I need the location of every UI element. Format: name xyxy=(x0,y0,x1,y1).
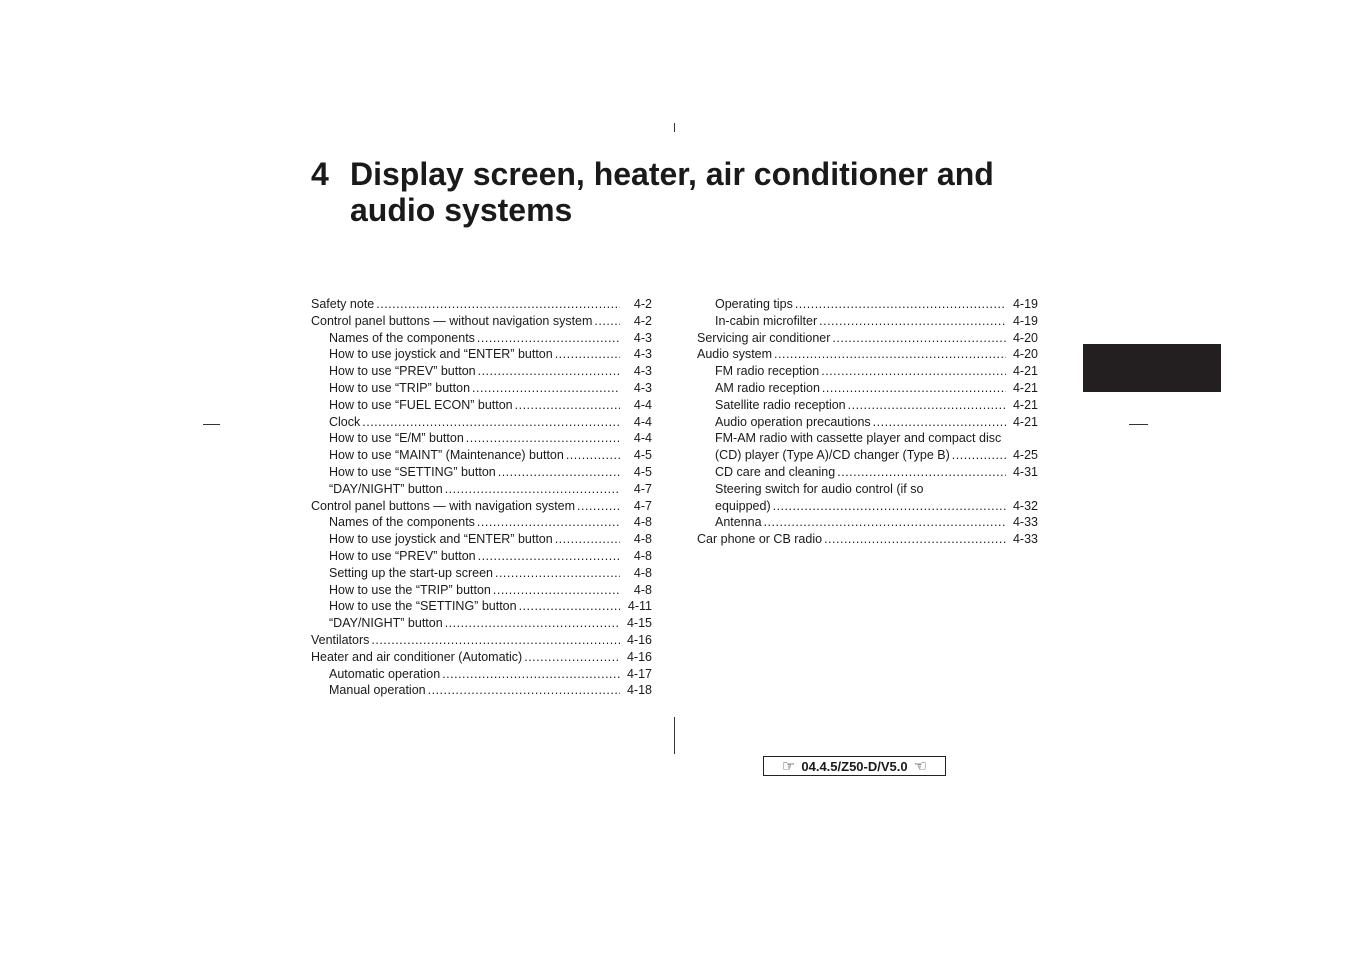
toc-entry-label: Ventilators xyxy=(311,632,370,647)
toc-leader-dots xyxy=(837,464,1006,481)
chapter-thumb-tab xyxy=(1083,344,1221,392)
toc-entry-label: How to use the “TRIP” button xyxy=(329,582,491,597)
toc-entry-page: 4-7 xyxy=(633,498,652,513)
toc-entry[interactable] xyxy=(311,632,652,649)
toc-entry[interactable] xyxy=(311,430,652,447)
toc-entry-label: FM radio reception xyxy=(715,364,820,379)
toc-entry-page: 4-8 xyxy=(633,548,652,563)
toc-leader-dots xyxy=(493,582,620,599)
toc-entry[interactable] xyxy=(697,346,1038,363)
toc-entry-label: Names of the components xyxy=(329,330,475,345)
toc-leader-dots xyxy=(428,682,620,699)
toc-entry-label: Car phone or CB radio xyxy=(697,532,823,547)
toc-leader-dots xyxy=(774,346,1006,363)
toc-entry-page: 4-11 xyxy=(627,599,652,614)
toc-entry-page: 4-19 xyxy=(1012,313,1038,328)
toc-entry-page: 4-33 xyxy=(1012,515,1038,530)
toc-entry[interactable] xyxy=(311,615,652,632)
toc-entry-page: 4-21 xyxy=(1012,380,1038,395)
toc-entry-label: Satellite radio reception xyxy=(715,397,846,412)
toc-entry-label: Heater and air conditioner (Automatic) xyxy=(311,649,523,664)
toc-entry[interactable] xyxy=(697,380,1038,397)
toc-leader-dots xyxy=(495,565,620,582)
crop-mark-right xyxy=(1129,424,1148,425)
toc-entry[interactable] xyxy=(311,414,652,431)
toc-leader-dots xyxy=(594,313,620,330)
toc-entry-label: Antenna xyxy=(715,515,762,530)
toc-leader-dots xyxy=(773,498,1006,515)
toc-entry[interactable] xyxy=(697,330,1038,347)
crop-mark-left xyxy=(203,424,220,425)
toc-leader-dots xyxy=(515,397,620,414)
toc-entry[interactable] xyxy=(311,682,652,699)
toc-entry[interactable] xyxy=(311,514,652,531)
toc-leader-dots xyxy=(848,397,1006,414)
toc-entry-page: 4-8 xyxy=(633,532,652,547)
toc-entry-page: 4-3 xyxy=(633,380,652,395)
toc-entry-page: 4-3 xyxy=(633,347,652,362)
toc-entry[interactable] xyxy=(311,397,652,414)
toc-entry-label: FM-AM radio with cassette player and compact disc xyxy=(715,431,1002,446)
toc-entry-label: (CD) player (Type A)/CD changer (Type B) xyxy=(715,448,950,463)
toc-entry-label: Names of the components xyxy=(329,515,475,530)
toc-entry[interactable] xyxy=(697,447,1038,464)
toc-leader-dots xyxy=(873,414,1006,431)
toc-leader-dots xyxy=(824,531,1006,548)
toc-entry-label: Servicing air conditioner xyxy=(697,330,831,345)
toc-entry[interactable] xyxy=(311,313,652,330)
toc-leader-dots xyxy=(952,447,1006,464)
toc-entry-page: 4-4 xyxy=(633,397,652,412)
toc-entry-page: 4-2 xyxy=(633,313,652,328)
toc-entry-label: How to use joystick and “ENTER” button xyxy=(329,532,553,547)
toc-entry[interactable] xyxy=(311,498,652,515)
toc-leader-dots xyxy=(478,548,620,565)
toc-entry-label: How to use “PREV” button xyxy=(329,548,476,563)
toc-entry-label: How to use “FUEL ECON” button xyxy=(329,397,513,412)
toc-leader-dots xyxy=(577,498,620,515)
toc-entry[interactable] xyxy=(311,481,652,498)
toc-leader-dots xyxy=(524,649,620,666)
crop-mark-bottom xyxy=(674,717,675,754)
toc-leader-dots xyxy=(371,632,620,649)
toc-entry[interactable] xyxy=(311,565,652,582)
toc-entry[interactable] xyxy=(697,514,1038,531)
toc-entry-label: How to use “SETTING” button xyxy=(329,464,496,479)
toc-leader-dots xyxy=(477,514,620,531)
toc-entry[interactable] xyxy=(697,430,1038,447)
toc-leader-dots xyxy=(376,296,620,313)
toc-leader-dots xyxy=(362,414,620,431)
toc-entry-page: 4-5 xyxy=(633,448,652,463)
toc-entry-page: 4-4 xyxy=(633,414,652,429)
toc-entry[interactable] xyxy=(697,296,1038,313)
toc-entry-label: Steering switch for audio control (if so xyxy=(715,481,924,496)
toc-leader-dots xyxy=(477,330,620,347)
toc-entry-page: 4-21 xyxy=(1012,397,1038,412)
toc-entry-page: 4-16 xyxy=(626,649,652,664)
toc-leader-dots xyxy=(795,296,1006,313)
toc-leader-dots xyxy=(442,666,620,683)
toc-entry-label: Safety note xyxy=(311,297,375,311)
toc-entry[interactable] xyxy=(311,598,652,615)
toc-leader-dots xyxy=(498,464,620,481)
toc-entry-label: equipped) xyxy=(715,498,771,513)
toc-entry-page: 4-19 xyxy=(1012,297,1038,311)
toc-entry-label: Control panel buttons — with navigation system xyxy=(311,498,576,513)
toc-leader-dots xyxy=(519,598,620,615)
toc-entry-page: 4-21 xyxy=(1012,414,1038,429)
toc-entry-page: 4-32 xyxy=(1012,498,1038,513)
toc-entry-label: In-cabin microfilter xyxy=(715,313,818,328)
toc-leader-dots xyxy=(566,447,620,464)
toc-entry[interactable] xyxy=(311,666,652,683)
toc-entry-label: “DAY/NIGHT” button xyxy=(329,616,443,631)
toc-entry-label: Control panel buttons — without navigation system xyxy=(311,313,593,328)
toc-leader-dots xyxy=(819,313,1006,330)
toc-entry-label: How to use “MAINT” (Maintenance) button xyxy=(329,448,564,463)
toc-entry-label: How to use the “SETTING” button xyxy=(329,599,517,614)
toc-leader-dots xyxy=(822,380,1006,397)
toc-entry-label: How to use “PREV” button xyxy=(329,364,476,379)
toc-entry-page: 4-18 xyxy=(626,683,652,698)
toc-leader-dots xyxy=(445,481,620,498)
toc-entry[interactable] xyxy=(311,548,652,565)
toc-entry-label: How to use “TRIP” button xyxy=(329,380,471,395)
toc-entry-label: Audio system xyxy=(697,347,773,362)
toc-entry[interactable] xyxy=(311,380,652,397)
toc-entry[interactable] xyxy=(697,414,1038,431)
toc-entry-page: 4-20 xyxy=(1012,330,1038,345)
toc-leader-dots xyxy=(472,380,620,397)
toc-entry[interactable] xyxy=(311,582,652,599)
toc-entry-page: 4-31 xyxy=(1012,464,1038,479)
toc-entry-label: Automatic operation xyxy=(329,666,441,681)
toc-entry[interactable] xyxy=(311,531,652,548)
toc-entry-page: 4-33 xyxy=(1012,532,1038,547)
toc-entry-page: 4-8 xyxy=(633,582,652,597)
pointing-hand-left-icon: ☜ xyxy=(913,757,928,775)
toc-entry-page: 4-2 xyxy=(633,297,652,311)
toc-entry-page: 4-7 xyxy=(633,481,652,496)
toc-leader-dots xyxy=(764,514,1006,531)
document-code-box xyxy=(763,756,946,776)
toc-leader-dots xyxy=(821,363,1006,380)
toc-entry[interactable] xyxy=(697,313,1038,330)
toc-entry-label: “DAY/NIGHT” button xyxy=(329,481,443,496)
toc-entry-page: 4-8 xyxy=(633,565,652,580)
toc-entry-page: 4-3 xyxy=(633,364,652,379)
toc-leader-dots xyxy=(478,363,620,380)
toc-entry[interactable] xyxy=(311,330,652,347)
toc-entry[interactable] xyxy=(311,464,652,481)
toc-entry[interactable] xyxy=(311,649,652,666)
crop-mark-top xyxy=(674,123,675,132)
toc-leader-dots xyxy=(466,430,620,447)
toc-entry-page: 4-8 xyxy=(633,515,652,530)
toc-entry-label: AM radio reception xyxy=(715,380,820,395)
toc-entry-label: Setting up the start-up screen xyxy=(329,565,493,580)
toc-entry-page: 4-15 xyxy=(626,616,652,631)
toc-entry-page: 4-5 xyxy=(633,464,652,479)
toc-entry[interactable] xyxy=(697,363,1038,380)
toc-entry[interactable] xyxy=(311,363,652,380)
toc-entry[interactable] xyxy=(697,531,1038,548)
chapter-number: 4 xyxy=(311,156,329,192)
toc-entry-label: Audio operation precautions xyxy=(715,414,871,429)
toc-entry-label: How to use joystick and “ENTER” button xyxy=(329,347,553,362)
toc-entry-page: 4-25 xyxy=(1012,448,1038,463)
toc-entry-page: 4-21 xyxy=(1012,364,1038,379)
toc-entry-page: 4-3 xyxy=(633,330,652,345)
document-code: 04.4.5/Z50-D/V5.0 xyxy=(801,758,908,774)
toc-entry-label: How to use “E/M” button xyxy=(329,431,464,446)
toc-entry-label: CD care and cleaning xyxy=(715,464,836,479)
toc-entry-label: Manual operation xyxy=(329,683,426,698)
toc-entry-label: Operating tips xyxy=(715,297,793,311)
chapter-title: Display screen, heater, air conditioner and audio systems xyxy=(350,156,994,228)
toc-right-column xyxy=(697,296,1038,548)
pointing-hand-right-icon: ☞ xyxy=(781,757,796,775)
toc-leader-dots xyxy=(832,330,1006,347)
toc-entry[interactable] xyxy=(311,296,652,313)
toc-entry[interactable] xyxy=(697,464,1038,481)
toc-entry[interactable] xyxy=(697,481,1038,498)
toc-entry[interactable] xyxy=(311,346,652,363)
toc-leader-dots xyxy=(555,531,620,548)
toc-entry-label: Clock xyxy=(329,414,361,429)
toc-entry-page: 4-17 xyxy=(626,666,652,681)
toc-left-column xyxy=(311,296,652,699)
toc-entry-page: 4-16 xyxy=(626,632,652,647)
toc-leader-dots xyxy=(445,615,620,632)
toc-entry[interactable] xyxy=(697,498,1038,515)
toc-entry[interactable] xyxy=(697,397,1038,414)
toc-entry-page: 4-20 xyxy=(1012,347,1038,362)
toc-leader-dots xyxy=(555,346,620,363)
toc-entry-page: 4-4 xyxy=(633,431,652,446)
toc-entry[interactable] xyxy=(311,447,652,464)
